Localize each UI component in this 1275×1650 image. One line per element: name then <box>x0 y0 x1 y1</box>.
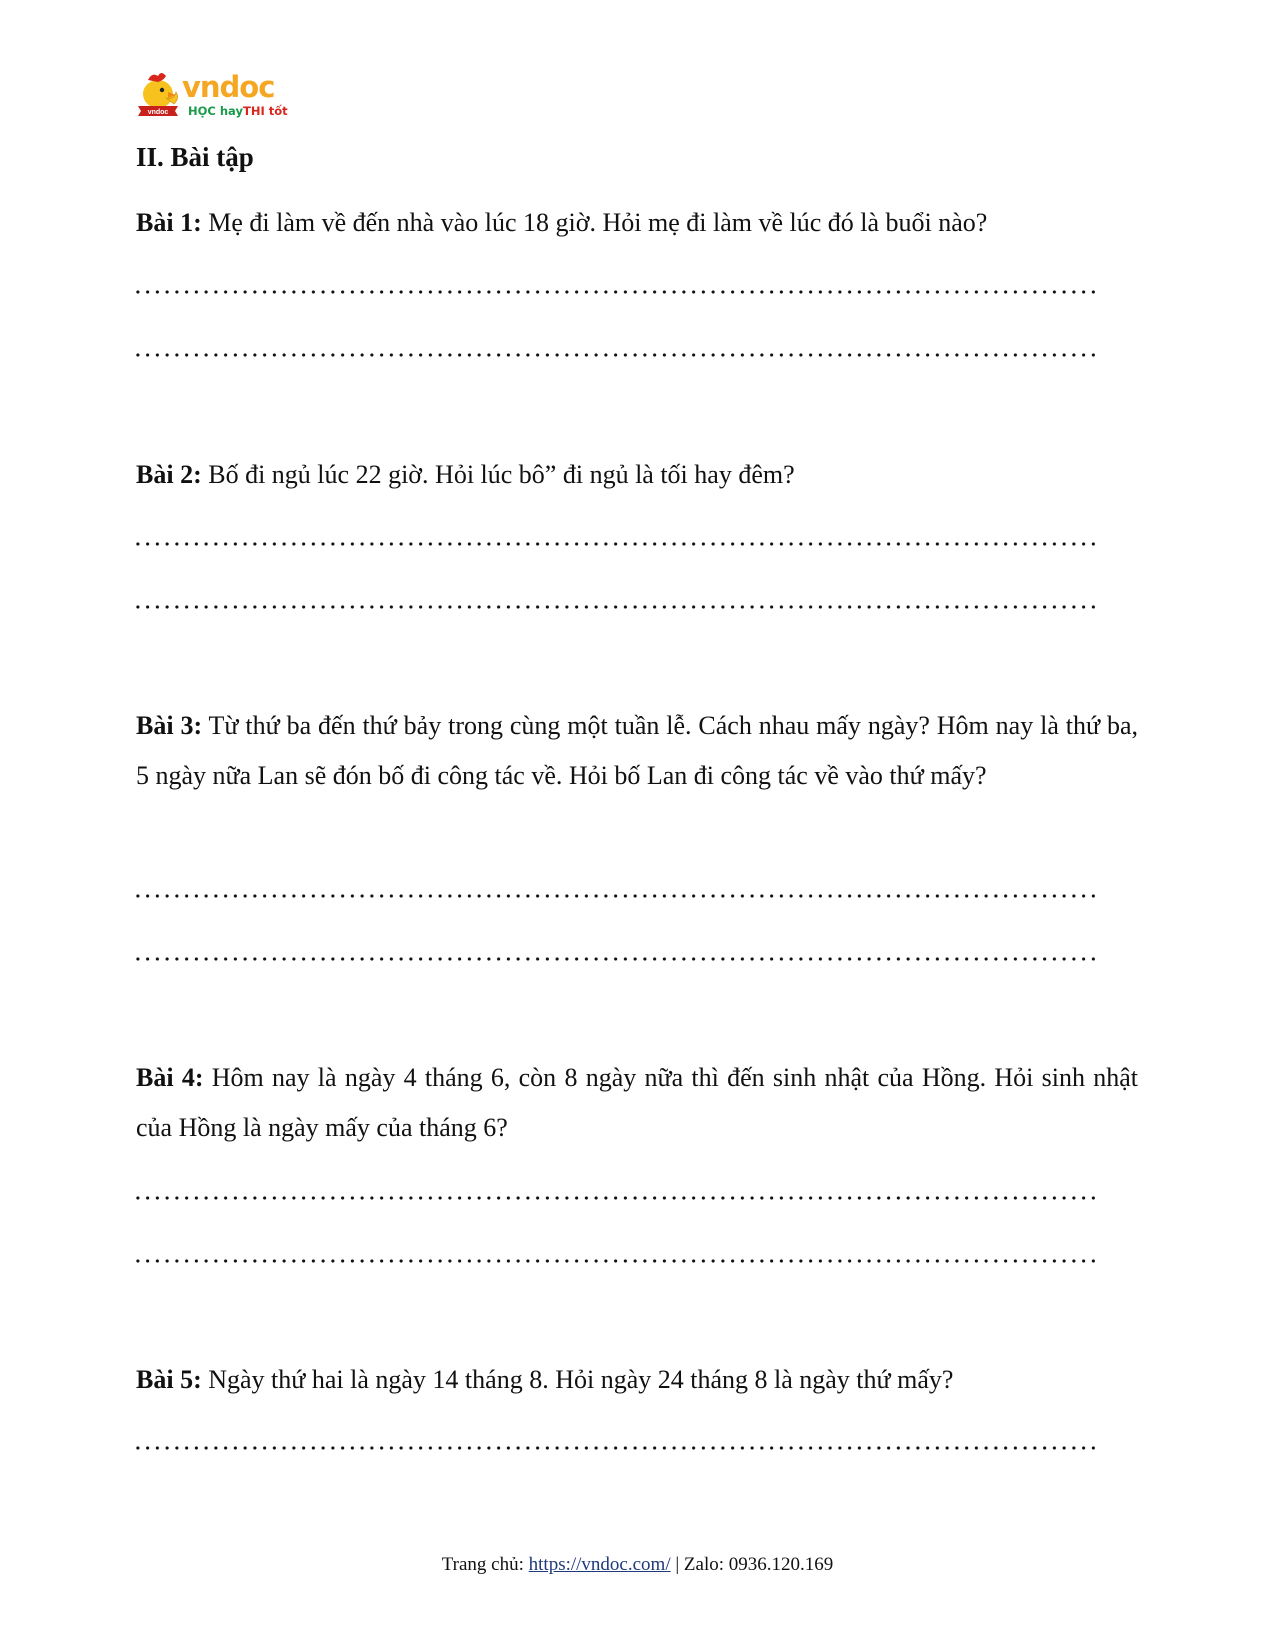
exercise-text: Mẹ đi làm về đến nhà vào lúc 18 giờ. Hỏi mẹ đi làm về lúc đó là buổi nào? <box>201 208 988 237</box>
svg-text:HỌC hay: HỌC hay <box>188 104 243 118</box>
exercise-text: Từ thứ ba đến thứ bảy trong cùng một tuần lễ. Cách nhau mấy ngày? Hôm nay là thứ ba, 5 ngày nữa Lan sẽ đón bố đi công tác về. Hỏi bố Lan đi công tác về vào thứ mấy? <box>136 711 1138 790</box>
answer-line[interactable] <box>133 290 1095 294</box>
answer-line[interactable] <box>133 1259 1095 1263</box>
answer-line[interactable] <box>133 1446 1095 1450</box>
footer-separator: | <box>670 1554 684 1575</box>
exercise-2 <box>136 450 1138 500</box>
exercise-text: Hôm nay là ngày 4 tháng 6, còn 8 ngày nữa thì đến sinh nhật của Hồng. Hỏi sinh nhật của Hồng là ngày mấy của tháng 6? <box>136 1063 1138 1142</box>
exercise-4 <box>136 1053 1138 1153</box>
answer-line[interactable] <box>133 1196 1095 1200</box>
footer-prefix: Trang chủ: <box>441 1554 529 1575</box>
section-heading: II. Bài tập <box>136 142 254 172</box>
exercise-3 <box>136 701 1138 801</box>
exercise-label: Bài 3: <box>136 711 203 740</box>
homepage-link[interactable]: https://vndoc.com/ <box>528 1554 671 1575</box>
answer-line[interactable] <box>133 353 1095 357</box>
exercise-label: Bài 2: <box>136 460 202 489</box>
svg-text:THI tốt: THI tốt <box>243 104 288 118</box>
exercise-label: Bài 4: <box>136 1063 204 1092</box>
exercise-label: Bài 5: <box>136 1365 202 1394</box>
zalo-contact: Zalo: 0936.120.169 <box>683 1554 834 1575</box>
exercise-1 <box>136 198 1138 248</box>
vndoc-logo <box>136 70 296 120</box>
svg-text:vndoc: vndoc <box>147 109 169 116</box>
exercise-label: Bài 1: <box>136 208 202 237</box>
answer-line[interactable] <box>133 605 1095 609</box>
exercise-text: Ngày thứ hai là ngày 14 tháng 8. Hỏi ngày 24 tháng 8 là ngày thứ mấy? <box>201 1365 954 1394</box>
answer-line[interactable] <box>133 542 1095 546</box>
exercise-5 <box>136 1355 1138 1405</box>
answer-line[interactable] <box>133 957 1095 961</box>
chicken-mascot-icon <box>136 70 296 120</box>
svg-text:vndoc: vndoc <box>182 70 275 104</box>
page-footer <box>0 1553 1275 1577</box>
exercise-text: Bố đi ngủ lúc 22 giờ. Hỏi lúc bô” đi ngủ là tối hay đêm? <box>201 460 795 489</box>
answer-line[interactable] <box>133 894 1095 898</box>
